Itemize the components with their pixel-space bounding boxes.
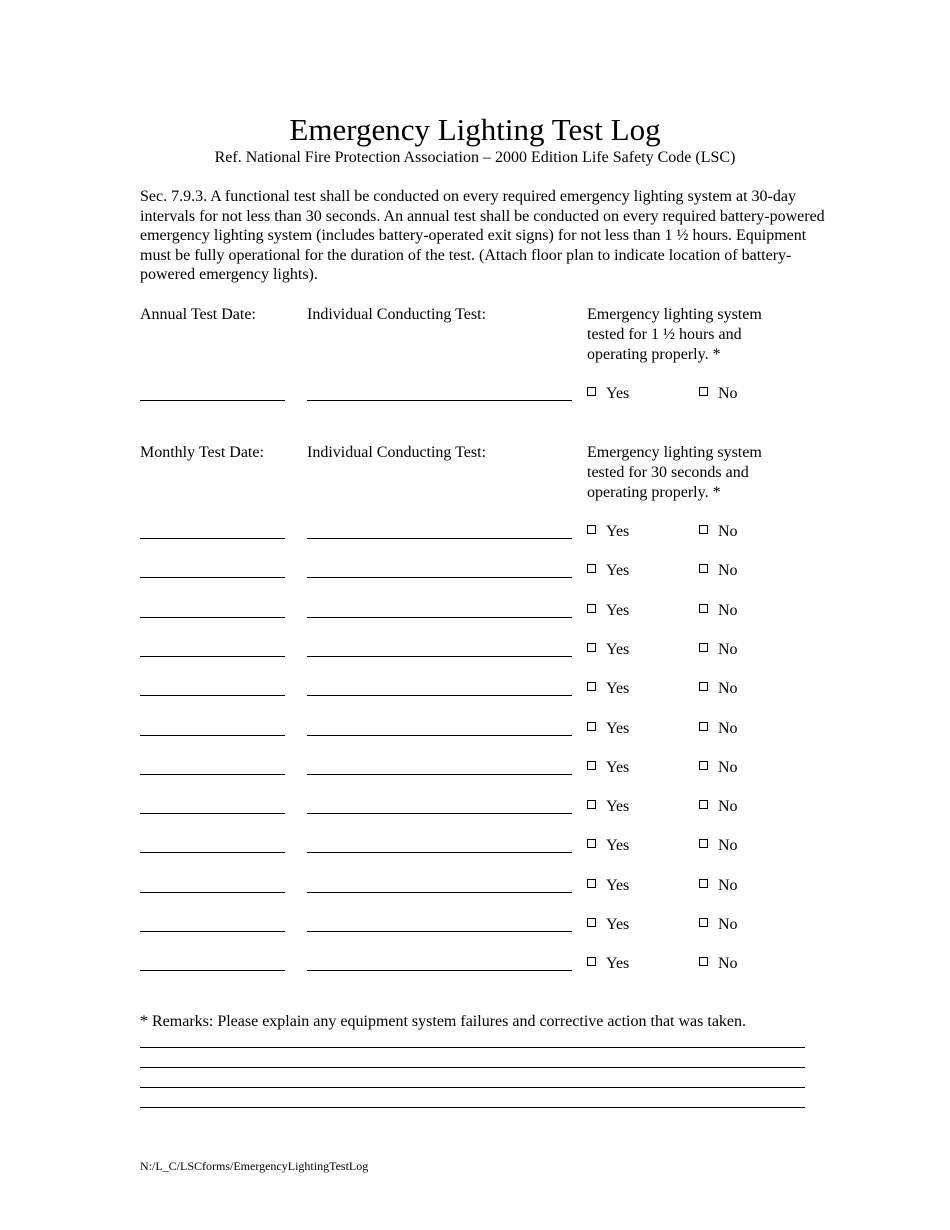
annual-no-label: No <box>718 385 738 402</box>
annual-individual-field[interactable] <box>307 400 572 401</box>
checkbox-icon <box>699 387 708 396</box>
monthly-no-checkbox[interactable] <box>699 797 738 817</box>
monthly-no-checkbox[interactable] <box>699 679 738 699</box>
checkbox-icon <box>699 761 708 770</box>
monthly-yes-label: Yes <box>606 798 630 815</box>
monthly-no-label: No <box>718 641 738 658</box>
monthly-yes-label: Yes <box>606 680 630 697</box>
checkbox-icon <box>699 525 708 534</box>
checkbox-icon <box>587 800 596 809</box>
monthly-date-field[interactable] <box>140 852 285 853</box>
monthly-yes-label: Yes <box>606 759 630 776</box>
monthly-no-label: No <box>718 837 738 854</box>
checkbox-icon <box>587 957 596 966</box>
monthly-individual-field[interactable] <box>307 852 572 853</box>
monthly-individual-field[interactable] <box>307 538 572 539</box>
monthly-date-field[interactable] <box>140 538 285 539</box>
monthly-date-field[interactable] <box>140 735 285 736</box>
checkbox-icon <box>587 722 596 731</box>
monthly-no-checkbox[interactable] <box>699 876 738 896</box>
annual-date-field[interactable] <box>140 400 285 401</box>
checkbox-icon <box>587 387 596 396</box>
checkbox-icon <box>587 682 596 691</box>
remarks-label: * Remarks: Please explain any equipment system failures and corrective action that was taken. <box>140 1013 747 1030</box>
monthly-yes-label: Yes <box>606 523 630 540</box>
monthly-yes-label: Yes <box>606 562 630 579</box>
monthly-yes-label: Yes <box>606 877 630 894</box>
monthly-no-checkbox[interactable] <box>699 719 738 739</box>
checkbox-icon <box>699 682 708 691</box>
monthly-no-checkbox[interactable] <box>699 836 738 856</box>
checkbox-icon <box>587 839 596 848</box>
checkbox-icon <box>587 564 596 573</box>
annual-description: Emergency lighting system tested for 1 ½ hours and operating properly. * <box>587 306 762 363</box>
monthly-date-field[interactable] <box>140 813 285 814</box>
monthly-no-checkbox[interactable] <box>699 601 738 621</box>
monthly-date-field[interactable] <box>140 617 285 618</box>
monthly-yes-checkbox[interactable] <box>587 836 629 856</box>
monthly-individual-field[interactable] <box>307 617 572 618</box>
monthly-date-field[interactable] <box>140 695 285 696</box>
monthly-yes-checkbox[interactable] <box>587 876 629 896</box>
checkbox-icon <box>699 839 708 848</box>
monthly-no-checkbox[interactable] <box>699 954 738 974</box>
page-title: Emergency Lighting Test Log <box>289 112 661 147</box>
checkbox-icon <box>699 800 708 809</box>
monthly-description: Emergency lighting system tested for 30 seconds and operating properly. * <box>587 444 762 501</box>
monthly-individual-field[interactable] <box>307 577 572 578</box>
monthly-no-label: No <box>718 720 738 737</box>
monthly-individual-field[interactable] <box>307 931 572 932</box>
monthly-yes-label: Yes <box>606 720 630 737</box>
checkbox-icon <box>587 643 596 652</box>
monthly-yes-checkbox[interactable] <box>587 797 629 817</box>
monthly-no-checkbox[interactable] <box>699 640 738 660</box>
checkbox-icon <box>587 918 596 927</box>
checkbox-icon <box>699 879 708 888</box>
monthly-yes-label: Yes <box>606 837 630 854</box>
monthly-yes-label: Yes <box>606 955 630 972</box>
monthly-individual-field[interactable] <box>307 656 572 657</box>
monthly-no-checkbox[interactable] <box>699 915 738 935</box>
monthly-yes-checkbox[interactable] <box>587 601 629 621</box>
checkbox-icon <box>587 879 596 888</box>
remarks-line[interactable] <box>140 1107 805 1108</box>
remarks-line[interactable] <box>140 1087 805 1088</box>
monthly-date-field[interactable] <box>140 892 285 893</box>
monthly-date-field[interactable] <box>140 970 285 971</box>
checkbox-icon <box>587 604 596 613</box>
monthly-yes-checkbox[interactable] <box>587 758 629 778</box>
annual-yes-label: Yes <box>606 385 630 402</box>
checkbox-icon <box>699 564 708 573</box>
monthly-no-checkbox[interactable] <box>699 561 738 581</box>
monthly-no-label: No <box>718 680 738 697</box>
monthly-no-label: No <box>718 759 738 776</box>
checkbox-icon <box>699 643 708 652</box>
monthly-no-checkbox[interactable] <box>699 758 738 778</box>
checkbox-icon <box>699 604 708 613</box>
monthly-individual-field[interactable] <box>307 892 572 893</box>
monthly-yes-label: Yes <box>606 602 630 619</box>
footer-path: N:/L_C/LSCforms/EmergencyLightingTestLog <box>140 1159 369 1173</box>
monthly-yes-checkbox[interactable] <box>587 719 629 739</box>
monthly-individual-field[interactable] <box>307 695 572 696</box>
monthly-date-label: Monthly Test Date: <box>140 444 264 461</box>
monthly-no-label: No <box>718 877 738 894</box>
annual-no-checkbox[interactable] <box>699 384 738 404</box>
monthly-no-label: No <box>718 955 738 972</box>
monthly-no-label: No <box>718 523 738 540</box>
monthly-no-label: No <box>718 562 738 579</box>
monthly-yes-label: Yes <box>606 641 630 658</box>
annual-date-label: Annual Test Date: <box>140 306 256 323</box>
annual-individual-label: Individual Conducting Test: <box>307 306 487 323</box>
checkbox-icon <box>699 918 708 927</box>
monthly-yes-checkbox[interactable] <box>587 954 629 974</box>
monthly-no-label: No <box>718 602 738 619</box>
monthly-individual-field[interactable] <box>307 813 572 814</box>
checkbox-icon <box>587 525 596 534</box>
monthly-date-field[interactable] <box>140 577 285 578</box>
checkbox-icon <box>587 761 596 770</box>
monthly-yes-checkbox[interactable] <box>587 915 629 935</box>
page-subtitle: Ref. National Fire Protection Association – 2000 Edition Life Safety Code (LSC) <box>214 149 736 166</box>
remarks-line[interactable] <box>140 1067 805 1068</box>
intro-paragraph: Sec. 7.9.3. A functional test shall be conducted on every required emergency lighting system at 30-day intervals for not less than 30 seconds. An annual test shall be conducted on every required battery-powered emergency lighting system (includes battery-operated exit signs) for not less than 1 ½ hours. Equipment must be fully operational for the duration of the test. (Attach floor plan to indicate location of battery-powered emergency lights). <box>140 188 825 284</box>
annual-yes-checkbox[interactable] <box>587 384 629 404</box>
monthly-yes-checkbox[interactable] <box>587 522 629 542</box>
remarks-line[interactable] <box>140 1047 805 1048</box>
monthly-individual-field[interactable] <box>307 774 572 775</box>
monthly-no-checkbox[interactable] <box>699 522 738 542</box>
monthly-no-label: No <box>718 916 738 933</box>
monthly-yes-checkbox[interactable] <box>587 640 629 660</box>
monthly-date-field[interactable] <box>140 931 285 932</box>
monthly-date-field[interactable] <box>140 656 285 657</box>
monthly-yes-label: Yes <box>606 916 630 933</box>
monthly-date-field[interactable] <box>140 774 285 775</box>
monthly-yes-checkbox[interactable] <box>587 679 629 699</box>
monthly-individual-label: Individual Conducting Test: <box>307 444 487 461</box>
checkbox-icon <box>699 957 708 966</box>
monthly-no-label: No <box>718 798 738 815</box>
monthly-individual-field[interactable] <box>307 970 572 971</box>
monthly-individual-field[interactable] <box>307 735 572 736</box>
checkbox-icon <box>699 722 708 731</box>
monthly-yes-checkbox[interactable] <box>587 561 629 581</box>
